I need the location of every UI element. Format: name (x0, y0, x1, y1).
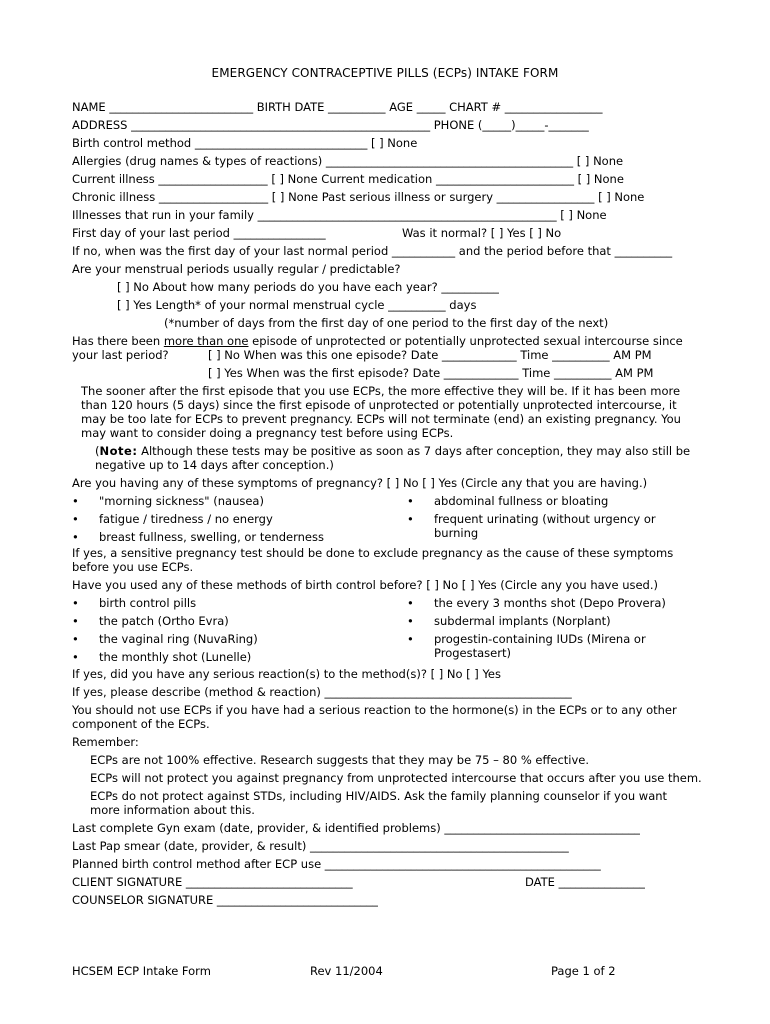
symptom-item: • breast fullness, swelling, or tenderness (72, 530, 324, 544)
method-item: • the monthly shot (Lunelle) (72, 650, 252, 664)
serious-reaction-question[interactable]: If yes, did you have any serious reaction(s) to the method(s)? [ ] No [ ] Yes (72, 667, 502, 681)
method-item: • the vaginal ring (NuvaRing) (72, 632, 258, 646)
client-signature-line[interactable]: CLIENT SIGNATURE _____________________________ (72, 875, 353, 889)
footer-form-name: HCSEM ECP Intake Form (72, 964, 211, 978)
remember-item: ECPs will not protect you against pregnancy from unprotected intercourse that occurs after you use them. (90, 771, 702, 785)
name-birthdate-age-chart-line[interactable]: NAME _________________________ BIRTH DATE __________ AGE _____ CHART # _________________ (72, 100, 603, 114)
birth-control-method-line[interactable]: Birth control method ______________________________ [ ] None (72, 136, 418, 150)
current-illness-medication-line[interactable]: Current illness ___________________ [ ] None Current medication ________________________ [ ] None (72, 172, 624, 186)
should-not-use-paragraph: You should not use ECPs if you have had a serious reaction to the hormone(s) in the ECPs or to any other component of the ECPs. (72, 703, 677, 731)
describe-reaction-line[interactable]: If yes, please describe (method & reaction) ___________________________________________ (72, 685, 572, 699)
chronic-illness-surgery-line[interactable]: Chronic illness ___________________ [ ] None Past serious illness or surgery _________________ [ ] None (72, 190, 645, 204)
last-normal-period-line[interactable]: If no, when was the first day of your last normal period ___________ and the period before that __________ (72, 244, 673, 258)
method-item: • birth control pills (72, 596, 197, 610)
planned-method-line[interactable]: Planned birth control method after ECP use ________________________________________________ (72, 857, 601, 871)
footer-page-number: Page 1 of 2 (551, 964, 616, 978)
allergies-line[interactable]: Allergies (drug names & types of reactions) ___________________________________________ [ ] None (72, 154, 624, 168)
pregnancy-symptoms-question[interactable]: Are you having any of these symptoms of pregnancy? [ ] No [ ] Yes (Circle any that you are having.) (72, 476, 648, 490)
first-episode-line[interactable]: [ ] Yes When was the first episode? Date _____________ Time __________ AM PM (208, 366, 654, 380)
symptom-item: • frequent urinating (without urgency or burning (407, 512, 656, 540)
footer-revision: Rev 11/2004 (310, 964, 383, 978)
regular-periods-question: Are your menstrual periods usually regular / predictable? (72, 262, 401, 276)
was-it-normal-line[interactable]: Was it normal? [ ] Yes [ ] No (402, 226, 562, 240)
remember-item: ECPs are not 100% effective. Research suggests that they may be 75 – 80 % effective. (90, 753, 590, 767)
sensitive-test-paragraph: If yes, a sensitive pregnancy test should be done to exclude pregnancy as the cause of these symptoms before you use ECPs. (72, 546, 674, 574)
counselor-signature-line[interactable]: COUNSELOR SIGNATURE ____________________________ (72, 893, 378, 907)
multiple-episode-question: Has there been more than one episode of unprotected or potentially unprotected sexual intercourse since (72, 334, 683, 348)
symptom-item: • abdominal fullness or bloating (407, 494, 609, 508)
last-gyn-exam-line[interactable]: Last complete Gyn exam (date, provider, & identified problems) __________________________________ (72, 821, 640, 835)
symptom-item: • "morning sickness" (nausea) (72, 494, 264, 508)
cycle-length-line[interactable]: [ ] Yes Length* of your normal menstrual cycle __________ days (117, 298, 477, 312)
symptom-item: • fatigue / tiredness / no energy (72, 512, 273, 526)
remember-heading: Remember: (72, 735, 139, 749)
form-title: EMERGENCY CONTRACEPTIVE PILLS (ECPs) INTAKE FORM (211, 66, 559, 80)
pregnancy-test-note: (Note: Although these tests may be positive as soon as 7 days after conception, they may also still be negative up to 14 days after conception.) (95, 444, 691, 472)
address-phone-line[interactable]: ADDRESS ____________________________________________________ PHONE (_____)_____-_______ (72, 118, 589, 132)
method-item: • the patch (Ortho Evra) (72, 614, 229, 628)
one-episode-line[interactable]: [ ] No When was this one episode? Date _____________ Time __________ AM PM (208, 348, 652, 362)
remember-item: ECPs do not protect against STDs, including HIV/AIDS. Ask the family planning counselor if you want more information about this. (90, 789, 668, 817)
last-period-label: your last period? (72, 348, 169, 362)
cycle-length-note: (*number of days from the first day of one period to the first day of the next) (164, 316, 609, 330)
periods-per-year-line[interactable]: [ ] No About how many periods do you have each year? __________ (117, 280, 499, 294)
last-pap-smear-line[interactable]: Last Pap smear (date, provider, & result) _____________________________________________ (72, 839, 569, 853)
methods-used-question[interactable]: Have you used any of these methods of birth control before? [ ] No [ ] Yes (Circle any you have used.) (72, 578, 658, 592)
ecp-timing-paragraph: The sooner after the first episode that you use ECPs, the more effective they will be. If it has been more than 120 hours (5 days) since the first episode of unprotected or potentially unprotected intercourse, it may be too late for ECPs to prevent pregnancy. ECPs will not terminate (end) an existing pregnancy. You may want to consider doing a pregnancy test before using ECPs. (81, 384, 681, 440)
date-line[interactable]: DATE _______________ (525, 875, 645, 889)
method-item: • subdermal implants (Norplant) (407, 614, 611, 628)
method-item: • the every 3 months shot (Depo Provera) (407, 596, 666, 610)
method-item: • progestin-containing IUDs (Mirena or Progestasert) (407, 632, 646, 660)
first-day-last-period-line[interactable]: First day of your last period ________________ (72, 226, 326, 240)
family-illness-line[interactable]: Illnesses that run in your family ____________________________________________________ [ ] None (72, 208, 607, 222)
